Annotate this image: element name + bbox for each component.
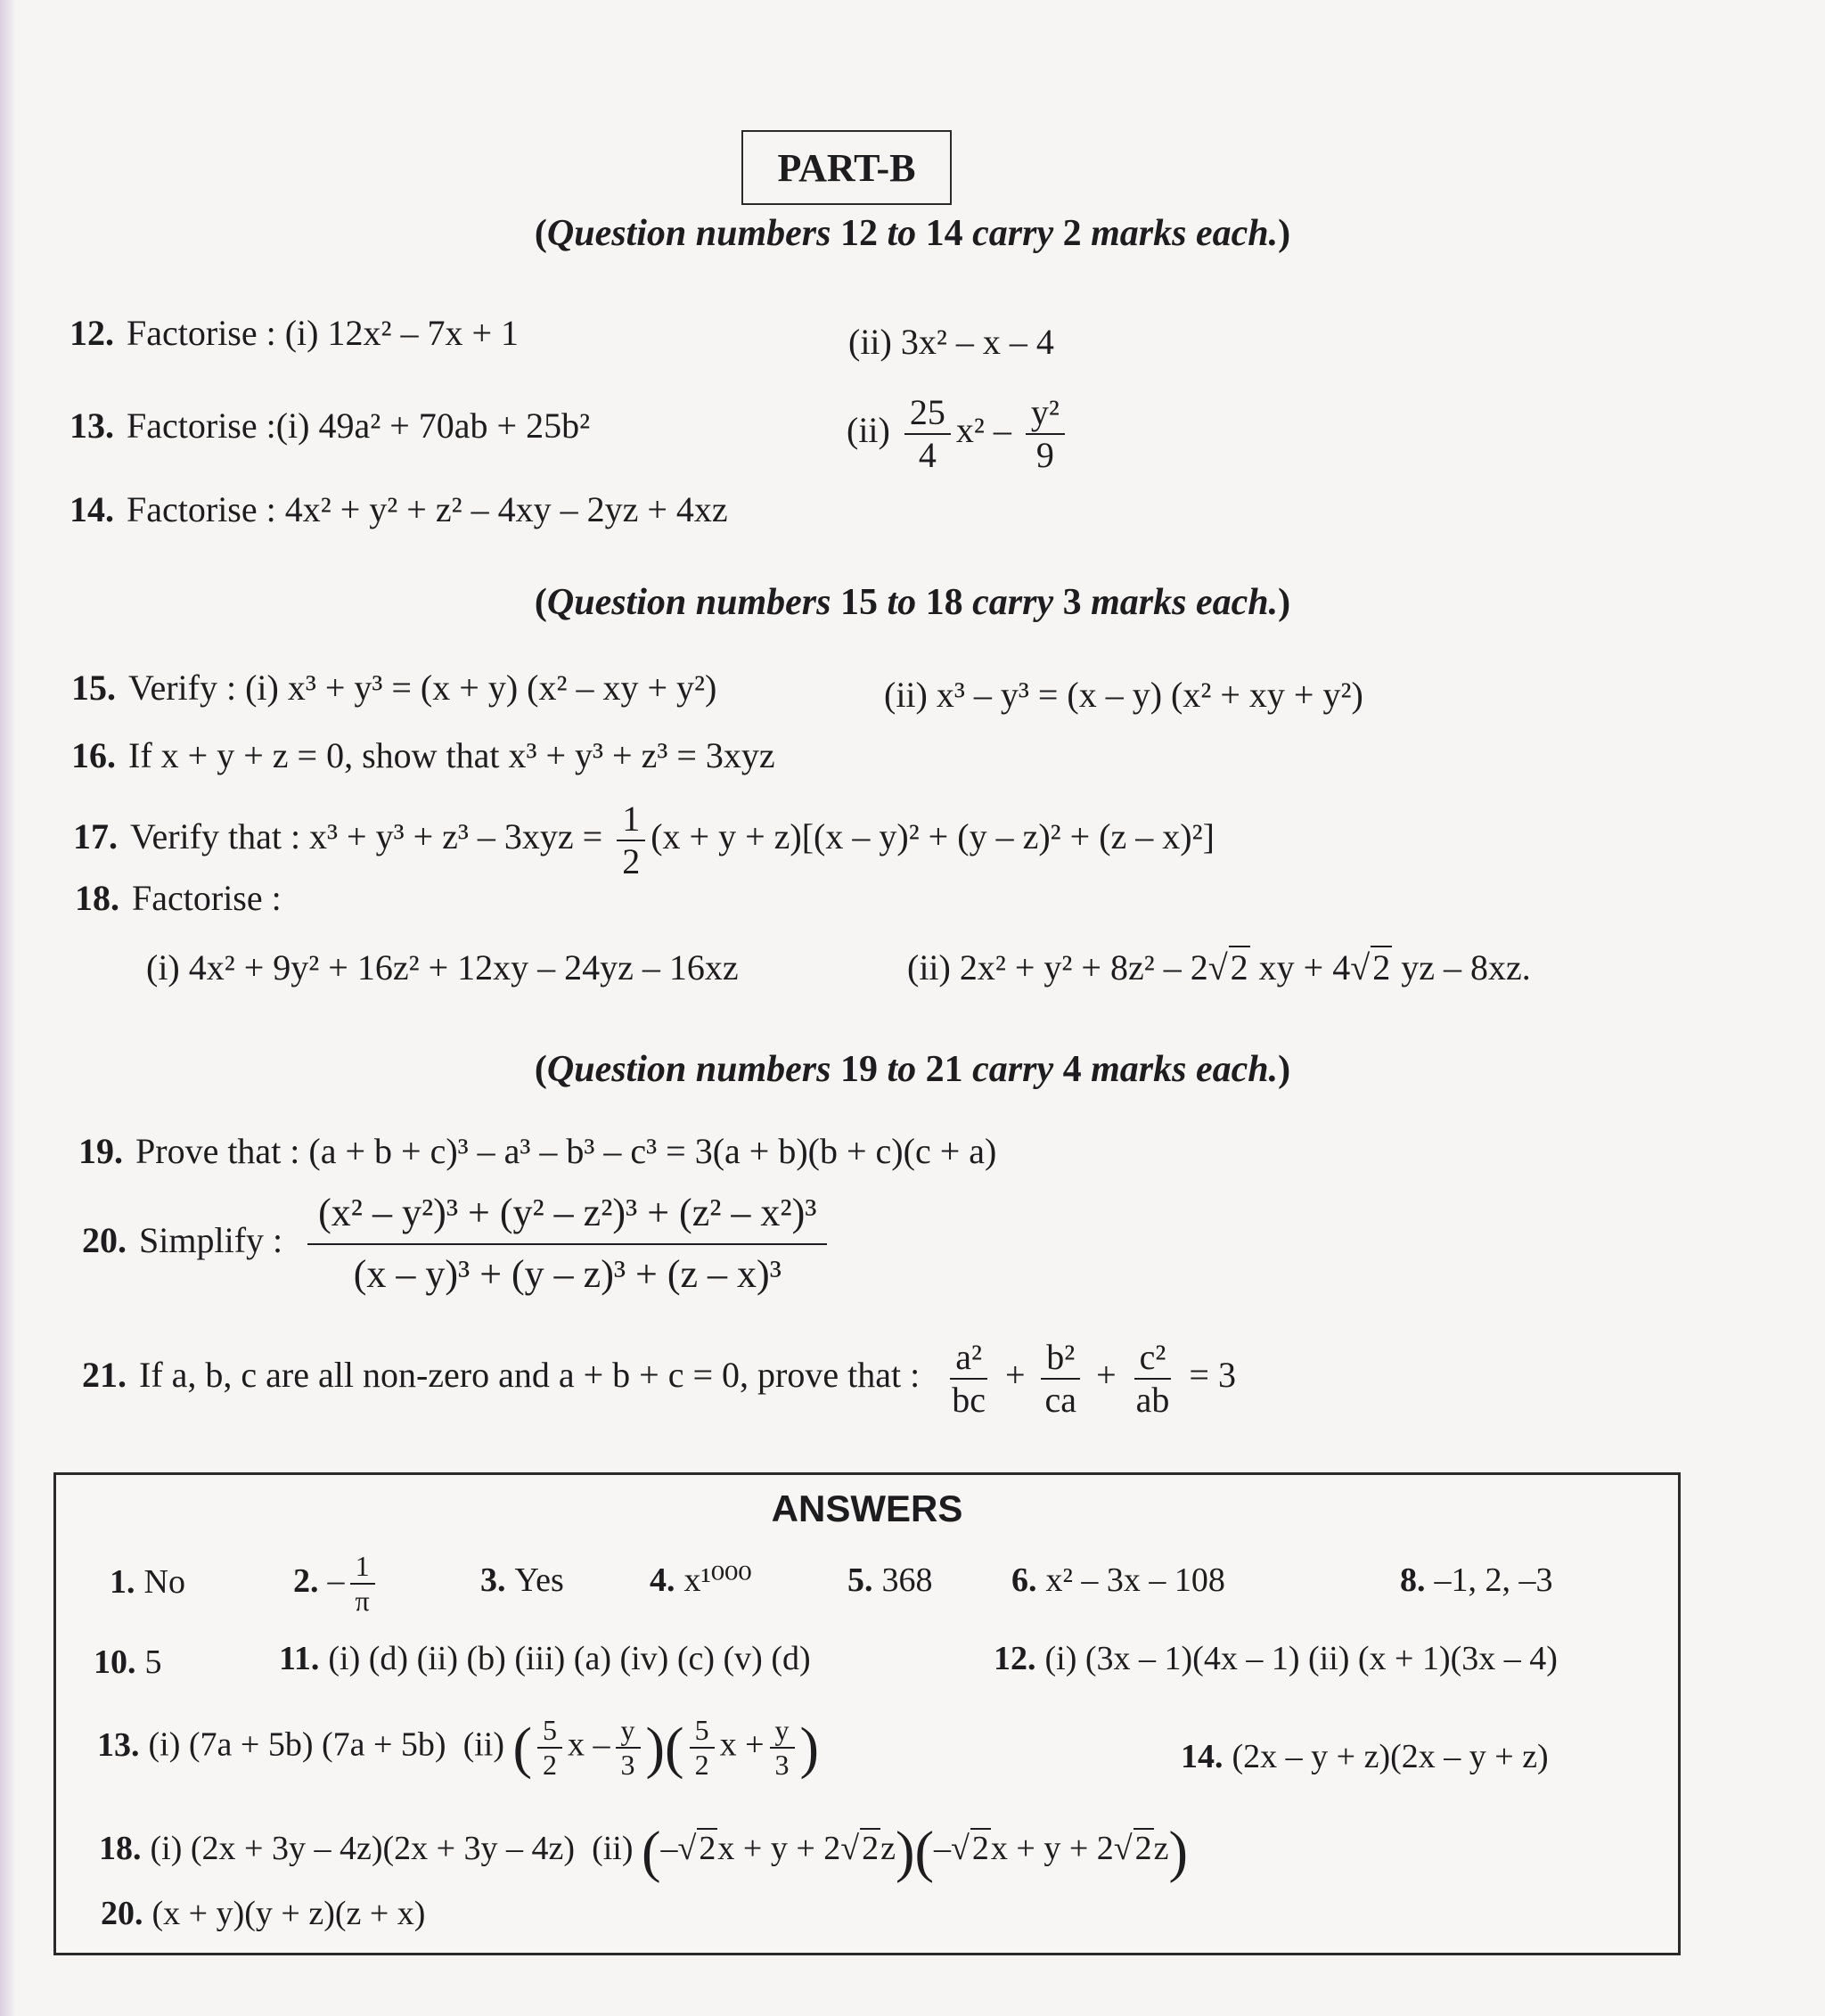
question-19: 19. Prove that : (a + b + c)³ – a³ – b³ – c³ = 3(a + b)(b + c)(c + a) — [78, 1131, 997, 1171]
simplify-fraction: $\frac{\text{(x² – y²)³ + (y² – z²)³ + (z² – x²)³}}{\text{(x – y)³ + (y – z)³ + (z – x)³}}$ — [307, 1191, 827, 1297]
question-21: 21. If a, b, c are all non-zero and a + b + c = 0, prove that : $\frac{\text{a²}}{bc}$ + $\frac{\text{b²}}{ca}$ + $\frac{\text{c²}}{ab}$ = 3 — [82, 1337, 1236, 1420]
question-13-part-ii: (ii) $\frac{25}{4}$ x² – $\frac{\text{y²}}{9}$ — [847, 392, 1070, 476]
question-15: 15. Verify : (i) x³ + y³ = (x + y) (x² – xy + y²) — [71, 668, 717, 708]
answer-3: 3. Yes — [480, 1561, 564, 1599]
answer-5: 5. 368 — [847, 1561, 933, 1599]
part-title: PART-B — [741, 130, 952, 205]
page-edge-shadow — [0, 0, 16, 2016]
answers-box — [53, 1472, 1681, 1955]
question-18-part-i: (i) 4x² + 9y² + 16z² + 12xy – 24yz – 16xz — [146, 947, 739, 988]
section-heading-3: (Question numbers 19 to 21 carry 4 marks each.) — [534, 1049, 1291, 1090]
section-heading-2: (Question numbers 15 to 18 carry 3 marks each.) — [534, 582, 1291, 623]
question-18: 18. Factorise : — [75, 878, 282, 918]
question-18-part-ii: (ii) 2x² + y² + 8z² – 2√2 xy + 4√2 yz – 8xz. — [907, 947, 1531, 988]
answer-2: 2. – $\frac{1}{\pi}$ — [293, 1550, 381, 1618]
answer-20: 20. (x + y)(y + z)(z + x) — [101, 1895, 426, 1932]
question-15-part-ii: (ii) x³ – y³ = (x – y) (x² + xy + y²) — [884, 675, 1363, 715]
answer-4: 4. x¹⁰⁰⁰ — [650, 1561, 752, 1599]
answer-8: 8. –1, 2, –3 — [1400, 1561, 1553, 1599]
answer-12: 12. (i) (3x – 1)(4x – 1) (ii) (x + 1)(3x – 4) — [994, 1640, 1558, 1677]
question-13: 13. Factorise :(i) 49a² + 70ab + 25b² — [70, 406, 591, 446]
answer-18: 18. (i) (2x + 3y – 4z)(2x + 3y – 4z) (ii) (–√2x + y + 2√2z)(–√2x + y + 2√2z) — [99, 1819, 1189, 1883]
question-17: 17. Verify that : x³ + y³ + z³ – 3xyz = $\frac{1}{2}$ (x + y + z)[(x – y)² + (y – z)² + (z – x)²] — [73, 799, 1215, 881]
answer-1: 1. No — [110, 1563, 185, 1601]
question-12-part-ii: (ii) 3x² – x – 4 — [848, 322, 1054, 362]
section-heading-1: (Question numbers 12 to 14 carry 2 marks each.) — [534, 213, 1291, 254]
answer-10: 10. 5 — [94, 1643, 162, 1681]
question-12: 12. Factorise : (i) 12x² – 7x + 1 — [70, 313, 520, 353]
answers-title: ANSWERS — [771, 1487, 963, 1529]
answer-14: 14. (2x – y + z)(2x – y + z) — [1181, 1738, 1549, 1775]
question-14: 14. Factorise : 4x² + y² + z² – 4xy – 2yz + 4xz — [70, 489, 728, 529]
answer-11: 11. (i) (d) (ii) (b) (iii) (a) (iv) (c) (v) (d) — [279, 1640, 811, 1677]
question-16: 16. If x + y + z = 0, show that x³ + y³ + z³ = 3xyz — [71, 735, 775, 775]
answer-6: 6. x² – 3x – 108 — [1011, 1561, 1225, 1599]
answer-13: 13. (i) (7a + 5b) (7a + 5b) (ii) ( $\frac{5}{2}$ x – $\frac{y}{3}$ )( $\frac{5}{2}$ x + $\frac{y}{3}$ ) — [97, 1714, 820, 1781]
question-20: 20. Simplify : $\frac{\text{(x² – y²)³ + (y² – z²)³ + (z² – x²)³}}{\text{(x – y)³ + (y – z)³ + (z – x)³}}$ — [82, 1191, 832, 1297]
